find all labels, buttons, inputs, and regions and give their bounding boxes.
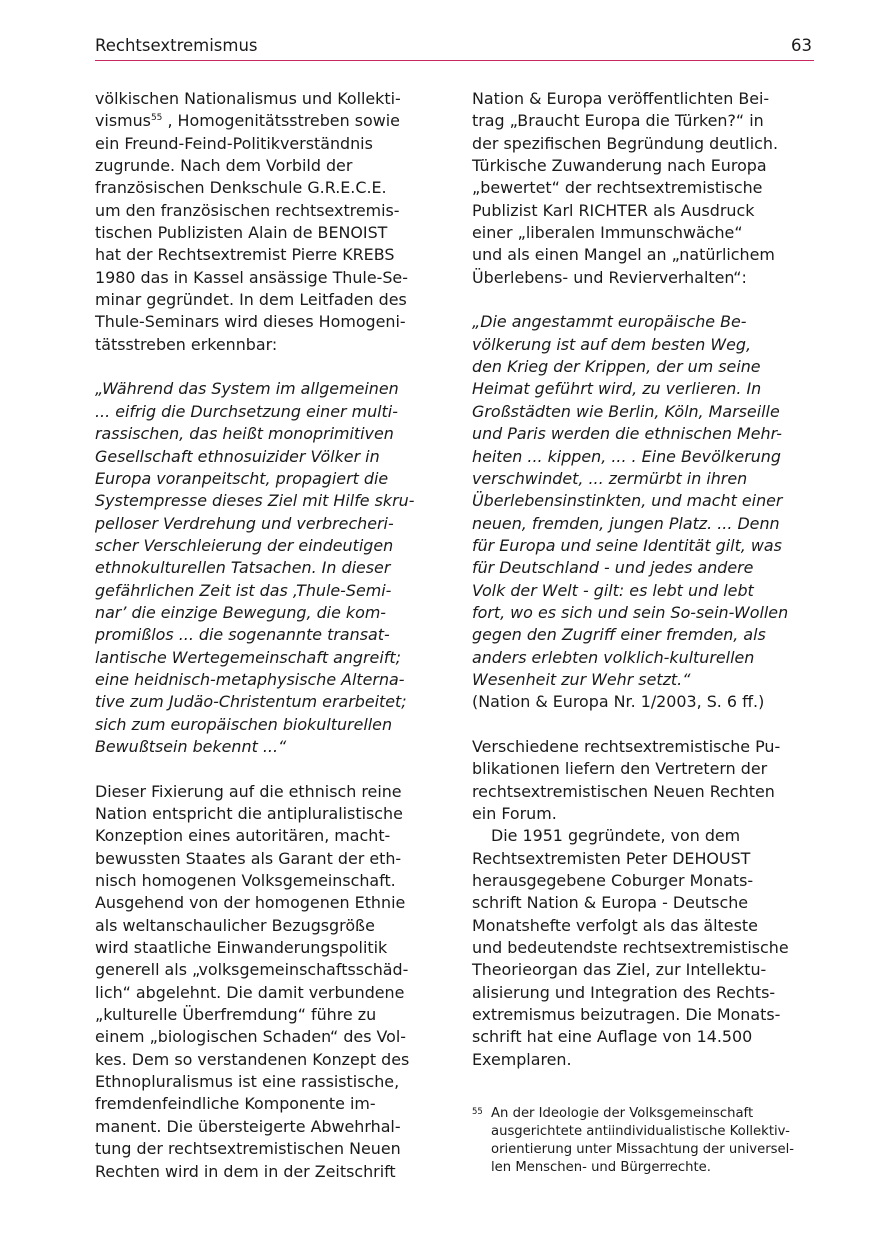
paragraph — [472, 736, 827, 825]
footnote-mark: 55 — [472, 1107, 483, 1117]
text-line: minar gegründet. In dem Leitfaden des — [95, 290, 407, 310]
quote-line: rassischen, das heißt monoprimitiven — [95, 424, 394, 444]
quote-line: scher Verschleierung der eindeutigen — [95, 535, 394, 555]
quote-line: Wesenheit zur Wehr setzt.“ — [472, 669, 691, 689]
text-line: Die 1951 gegründete, von dem — [491, 826, 741, 846]
text-line: ein Freund-Feind-Politikverständnis — [95, 133, 373, 153]
text-line: 1980 das in Kassel ansässige Thule-Se- — [95, 267, 408, 287]
quote-line: Großstädten wie Berlin, Köln, Marseille — [472, 401, 780, 421]
quote-line: völkerung ist auf dem besten Weg, — [472, 334, 752, 354]
page-number: 63 — [791, 36, 812, 55]
quote-line: ... eifrig die Durchsetzung einer multi- — [95, 401, 398, 421]
quote-line: eine heidnisch-metaphysische Alterna- — [95, 669, 405, 689]
quote-line: „Die angestammt europäische Be- — [472, 312, 747, 332]
block-quote — [472, 311, 827, 691]
text-line: ein Forum. — [472, 804, 557, 823]
text-line: einem „biologischen Schaden“ des Vol- — [95, 1027, 407, 1047]
quote-line: Bewußtsein bekennt ...“ — [95, 736, 287, 756]
text-line: hat der Rechtsextremist Pierre KREBS — [95, 245, 395, 265]
quote-line: gegen den Zugriff einer fremden, als — [472, 625, 766, 645]
quote-line: lantische Wertegemeinschaft angreift; — [95, 647, 401, 667]
quote-line: tive zum Judäo-Christentum erarbeitet; — [95, 692, 407, 712]
text-line: französischen Denkschule G.R.E.C.E. — [95, 178, 387, 198]
paragraph — [472, 88, 827, 289]
text-line: extremismus beizutragen. Die Monats- — [472, 1005, 781, 1025]
text-line: Konzeption eines autoritären, macht- — [95, 826, 391, 846]
text-line: kes. Dem so verstandenen Konzept des — [95, 1049, 410, 1069]
quote-line: pelloser Verdrehung und verbrecheri- — [95, 513, 394, 533]
text-line: bewussten Staates als Garant der eth- — [95, 848, 402, 868]
text-line: tung der rechtsextremistischen Neuen — [95, 1139, 401, 1159]
footnote-text — [491, 1105, 794, 1177]
text-line: generell als „volksgemeinschaftsschäd- — [95, 960, 409, 980]
right-column — [472, 88, 827, 1071]
quote-line: Europa voranpeitscht, propagiert die — [95, 468, 389, 488]
text-line: Rechten wird in dem in der Zeitschrift — [95, 1161, 396, 1181]
quote-citation: (Nation & Europa Nr. 1/2003, S. 6 ff.) — [472, 692, 765, 712]
footnote-line: orientierung unter Missachtung der universel- — [491, 1142, 795, 1157]
text-line: Monatshefte verfolgt als das älteste — [472, 915, 758, 935]
text-line: Nation entspricht die antipluralistische — [95, 804, 403, 823]
text-line: herausgegebene Coburger Monats- — [472, 871, 754, 891]
footnote-line: ausgerichtete antiindividualistische Kollektiv- — [491, 1124, 790, 1139]
text-line: manent. Die übersteigerte Abwehrhal- — [95, 1116, 401, 1136]
text-line: Türkische Zuwanderung nach Europa — [472, 156, 767, 176]
text-line: Ethnopluralismus ist eine rassistische, — [95, 1072, 400, 1092]
quote-line: „Während das System im allgemeinen — [95, 379, 399, 399]
paragraph — [95, 781, 445, 1183]
text-line: Publizist Karl RICHTER als Ausdruck — [472, 200, 755, 220]
text-line: zugrunde. Nach dem Vorbild der — [95, 156, 353, 176]
text-line: Überlebens- und Revierverhalten“: — [472, 267, 747, 287]
quote-line: Heimat geführt wird, zu verlieren. In — [472, 379, 762, 399]
quote-line: anders erlebten volklich-kulturellen — [472, 647, 755, 667]
text-line: schrift Nation & Europa - Deutsche — [472, 893, 749, 913]
text-line: schrift hat eine Auflage von 14.500 — [472, 1027, 753, 1047]
footnote-line: len Menschen- und Bürgerrechte. — [491, 1160, 711, 1175]
text-line: als weltanschaulicher Bezugsgröße — [95, 915, 375, 935]
text-line: tätsstreben erkennbar: — [95, 334, 278, 354]
quote-line: promißlos ... die sogenannte transat- — [95, 625, 390, 645]
quote-line: heiten ... kippen, ... . Eine Bevölkerung — [472, 446, 781, 466]
quote-line: fort, wo es sich und sein So-sein-Wollen — [472, 602, 789, 622]
text-line: fremdenfeindliche Komponente im- — [95, 1094, 376, 1114]
text-line: Theorieorgan das Ziel, zur Intellektu- — [472, 960, 767, 980]
text-line: „bewertet“ der rechtsextremistische — [472, 178, 763, 198]
quote-line: verschwindet, ... zermürbt in ihren — [472, 468, 748, 488]
text-line: nisch homogenen Volksgemeinschaft. — [95, 871, 396, 891]
quote-line: Systempresse dieses Ziel mit Hilfe skru- — [95, 491, 415, 511]
running-title: Rechtsextremismus — [95, 36, 258, 55]
quote-line: sich zum europäischen biokulturellen — [95, 714, 393, 734]
text-line: rechtsextremistischen Neuen Rechten — [472, 781, 775, 801]
text-line: Nation & Europa veröffentlichten Bei- — [472, 89, 770, 108]
text-line: Ausgehend von der homogenen Ethnie — [95, 893, 406, 913]
text-line: tischen Publizisten Alain de BENOIST — [95, 223, 388, 243]
quote-line: für Deutschland - und jedes andere — [472, 558, 754, 578]
footnote-reference[interactable]: 55 — [150, 113, 163, 124]
text-line: um den französischen rechtsextremis- — [95, 200, 400, 220]
left-column — [95, 88, 445, 1183]
text-line: lich“ abgelehnt. Die damit verbundene — [95, 982, 405, 1002]
quote-line: und Paris werden die ethnischen Mehr- — [472, 424, 783, 444]
quote-line: ethnokulturellen Tatsachen. In dieser — [95, 558, 391, 578]
quote-line: Gesellschaft ethnosuizider Völker in — [95, 446, 380, 466]
text-line: Rechtsextremisten Peter DEHOUST — [472, 848, 751, 868]
text-line: einer „liberalen Immunschwäche“ — [472, 223, 743, 243]
text-line: völkischen Nationalismus und Kollekti- — [95, 89, 401, 108]
header-rule — [95, 60, 814, 61]
text-line: blikationen liefern den Vertretern der — [472, 759, 768, 779]
paragraph — [472, 825, 827, 1071]
text-line: Verschiedene rechtsextremistische Pu- — [472, 736, 781, 756]
text-line: Exemplaren. — [472, 1049, 572, 1069]
text-line: vismus$^{55}$ , Homogenitätsstreben sowie — [95, 111, 400, 131]
text-line: und bedeutendste rechtsextremistische — [472, 938, 789, 958]
text-line: Dieser Fixierung auf die ethnisch reine — [95, 781, 402, 801]
quote-line: nar’ die einzige Bewegung, die kom- — [95, 602, 387, 622]
text-line: alisierung und Integration des Rechts- — [472, 982, 776, 1002]
quote-line: Volk der Welt - gilt: es lebt und lebt — [472, 580, 754, 600]
text-line: und als einen Mangel an „natürlichem — [472, 245, 775, 265]
quote-line: für Europa und seine Identität gilt, was — [472, 535, 782, 555]
text-line: trag „Braucht Europa die Türken?“ in — [472, 111, 764, 131]
text-line: wird staatliche Einwanderungspolitik — [95, 938, 388, 958]
text-line: Thule-Seminars wird dieses Homogeni- — [95, 312, 406, 332]
text-line: „kulturelle Überfremdung“ führe zu — [95, 1005, 377, 1025]
text-line: der spezifischen Begründung deutlich. — [472, 133, 779, 153]
footnote-line: An der Ideologie der Volksgemeinschaft — [491, 1106, 754, 1121]
quote-line: gefährlichen Zeit ist das ‚Thule-Semi- — [95, 580, 392, 600]
block-quote — [95, 378, 445, 758]
quote-line: Überlebensinstinkten, und macht einer — [472, 491, 783, 511]
paragraph — [95, 88, 445, 356]
quote-line: den Krieg der Krippen, der um seine — [472, 357, 761, 377]
page-header — [95, 36, 814, 60]
quote-line: neuen, fremden, jungen Platz. ... Denn — [472, 513, 780, 533]
